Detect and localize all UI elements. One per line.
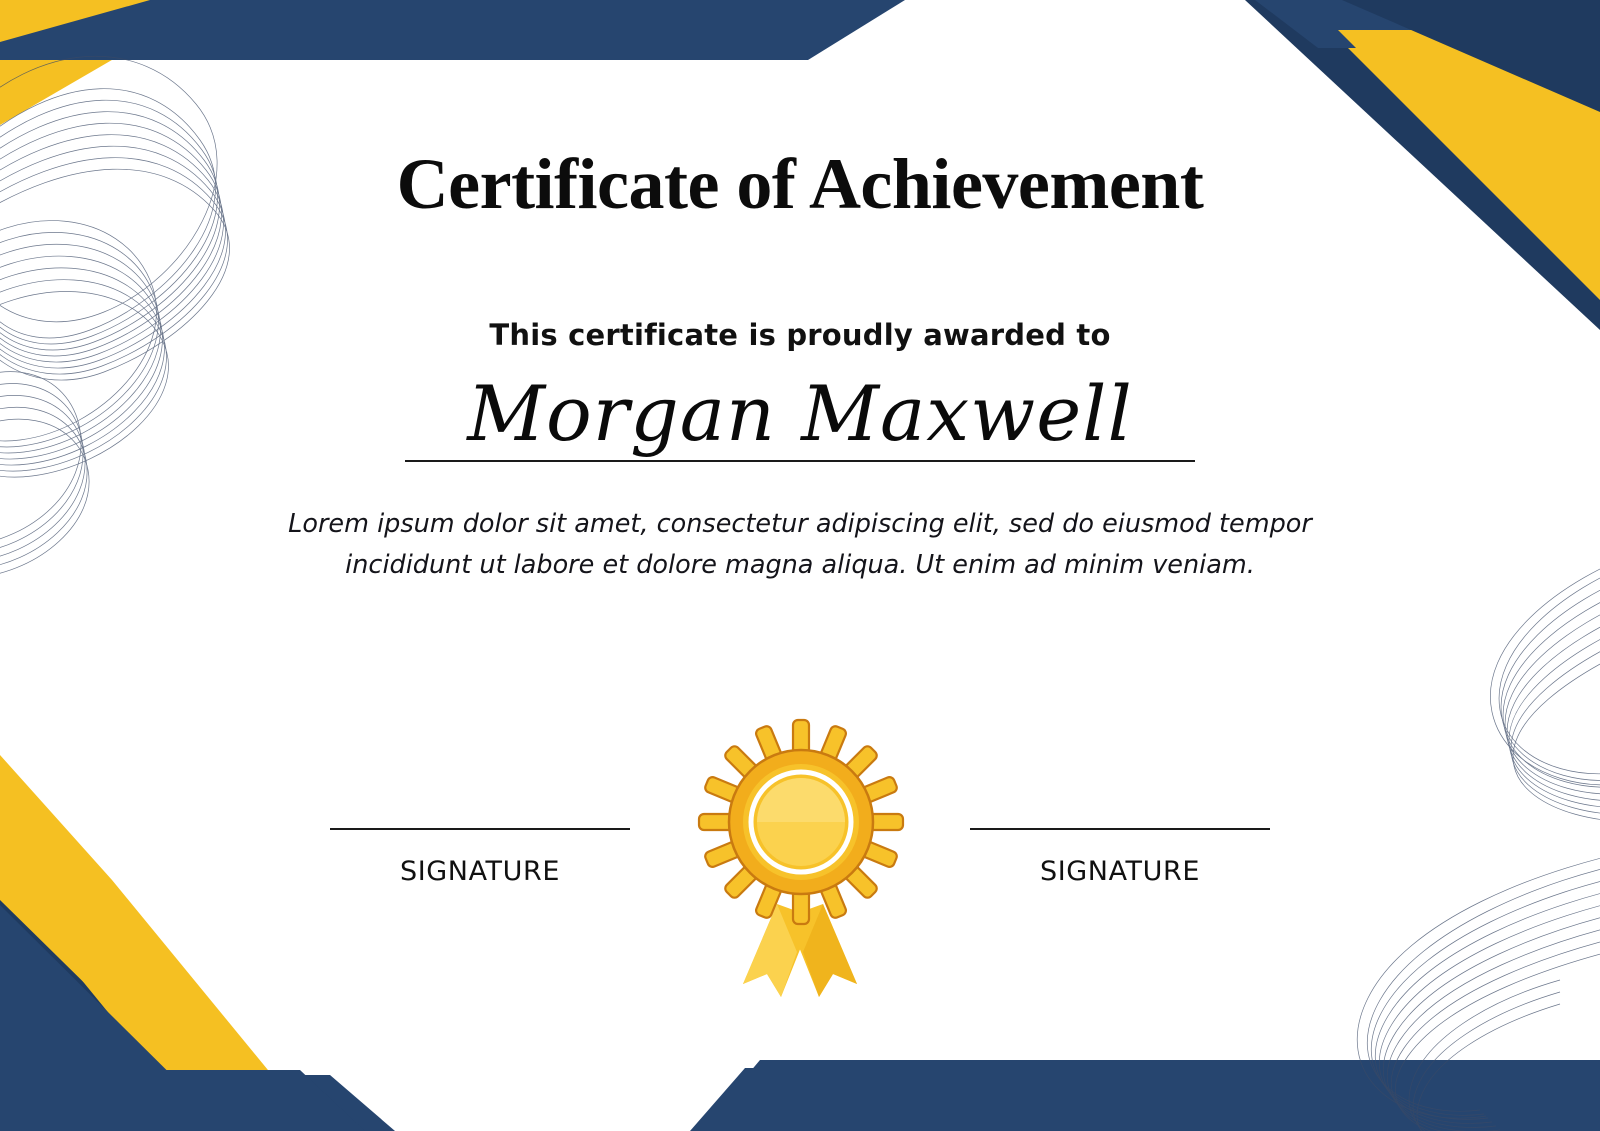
signature-block-left <box>320 828 640 887</box>
signature-block-right <box>960 828 1280 887</box>
signature-label-left: SIGNATURE <box>399 856 561 887</box>
recipient-name-field <box>405 369 1195 462</box>
award-ribbon-icon <box>681 712 919 997</box>
signature-line-right <box>970 828 1270 830</box>
page-title: Certificate of Achievement <box>396 144 1204 224</box>
signature-label-right: SIGNATURE <box>1039 856 1201 887</box>
certificate-body-text: Lorem ipsum dolor sit amet, consectetur adipiscing elit, sed do eiusmod tempor incididunt ut labore et dolore magna aliqua. Ut enim ad minim veniam. <box>288 508 1312 580</box>
recipient-name: Morgan Maxwell <box>467 369 1133 458</box>
awarded-to-label: This certificate is proudly awarded to <box>489 318 1111 352</box>
signature-line-left <box>330 828 630 830</box>
